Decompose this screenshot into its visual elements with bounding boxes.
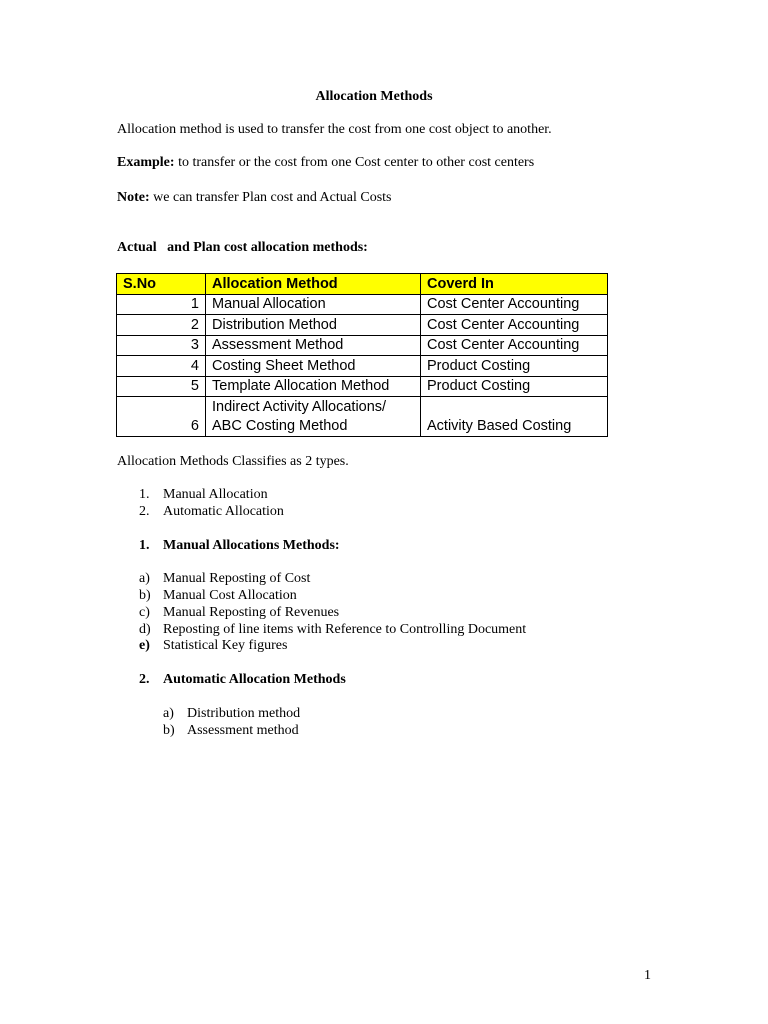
list-item — [139, 637, 287, 654]
list-item-text: Manual Cost Allocation — [163, 588, 297, 603]
table-header-row — [117, 274, 608, 295]
auto-section-heading — [139, 671, 346, 688]
intro-paragraph: Allocation method is used to transfer the cost from one cost object to another. — [117, 122, 552, 137]
table-row — [117, 376, 608, 397]
table-heading: Actual and Plan cost allocation methods: — [117, 240, 368, 255]
cell-sno: 1 — [117, 294, 206, 315]
column-header-sno: S.No — [117, 274, 206, 295]
column-header-covered: Coverd In — [421, 274, 608, 295]
cell-sno: 4 — [117, 356, 206, 377]
page-title: Allocation Methods — [315, 89, 433, 104]
cell-method: Manual Allocation — [206, 294, 421, 315]
cell-method-line: ABC Costing Method — [212, 418, 348, 434]
table-row — [117, 294, 608, 315]
cell-covered: Cost Center Accounting — [421, 315, 608, 336]
cell-covered: Product Costing — [421, 356, 608, 377]
list-item-text: Reposting of line items with Reference to Controlling Document — [163, 622, 527, 637]
page-number: 1 — [644, 968, 651, 983]
list-letter: a) — [163, 706, 174, 721]
list-item-text: Distribution method — [187, 706, 301, 721]
column-header-method: Allocation Method — [206, 274, 421, 295]
example-paragraph — [117, 154, 534, 171]
list-item-text: Assessment method — [187, 723, 299, 738]
list-item — [163, 705, 300, 722]
cell-method-line: Indirect Activity Allocations/ — [212, 399, 387, 415]
cell-method: Costing Sheet Method — [206, 356, 421, 377]
cell-covered: Activity Based Costing — [421, 397, 608, 437]
note-text: we can transfer Plan cost and Actual Costs — [149, 190, 392, 205]
cell-covered: Cost Center Accounting — [421, 294, 608, 315]
list-item-text: Manual Reposting of Revenues — [163, 605, 340, 620]
section-number: 2. — [139, 672, 150, 687]
manual-section-heading — [139, 537, 340, 554]
table-row — [117, 315, 608, 336]
list-item — [139, 570, 310, 587]
list-letter: d) — [139, 622, 151, 637]
list-item — [139, 486, 268, 503]
list-letter: c) — [139, 605, 150, 620]
allocation-methods-table — [116, 273, 608, 437]
cell-sno: 6 — [117, 397, 206, 437]
cell-method: Template Allocation Method — [206, 376, 421, 397]
list-item — [139, 621, 526, 638]
list-letter: b) — [139, 588, 151, 603]
list-letter: b) — [163, 723, 175, 738]
section-number: 1. — [139, 538, 150, 553]
table-row — [117, 356, 608, 377]
cell-covered: Product Costing — [421, 376, 608, 397]
classifies-paragraph: Allocation Methods Classifies as 2 types. — [117, 454, 349, 469]
note-label: Note: — [117, 190, 150, 205]
cell-sno: 3 — [117, 335, 206, 356]
example-label: Example: — [117, 155, 175, 170]
example-text: to transfer or the cost from one Cost center to other cost centers — [174, 155, 535, 170]
cell-method: Assessment Method — [206, 335, 421, 356]
list-letter: a) — [139, 571, 150, 586]
cell-method — [206, 397, 421, 437]
table-row — [117, 335, 608, 356]
section-heading-text: Manual Allocations Methods: — [163, 538, 340, 553]
list-item-text: Automatic Allocation — [163, 504, 284, 519]
list-item-text: Manual Allocation — [163, 487, 268, 502]
list-item-text: Statistical Key figures — [163, 638, 288, 653]
list-item — [139, 604, 339, 621]
cell-covered: Cost Center Accounting — [421, 335, 608, 356]
cell-sno: 2 — [117, 315, 206, 336]
section-heading-text: Automatic Allocation Methods — [163, 672, 346, 687]
list-number: 2. — [139, 504, 150, 519]
list-number: 1. — [139, 487, 150, 502]
note-paragraph — [117, 189, 391, 206]
table-row — [117, 397, 608, 437]
list-item — [139, 587, 297, 604]
list-item — [163, 722, 299, 739]
cell-method: Distribution Method — [206, 315, 421, 336]
list-letter: e) — [139, 638, 150, 653]
list-item-text: Manual Reposting of Cost — [163, 571, 311, 586]
list-item — [139, 503, 284, 520]
cell-sno: 5 — [117, 376, 206, 397]
